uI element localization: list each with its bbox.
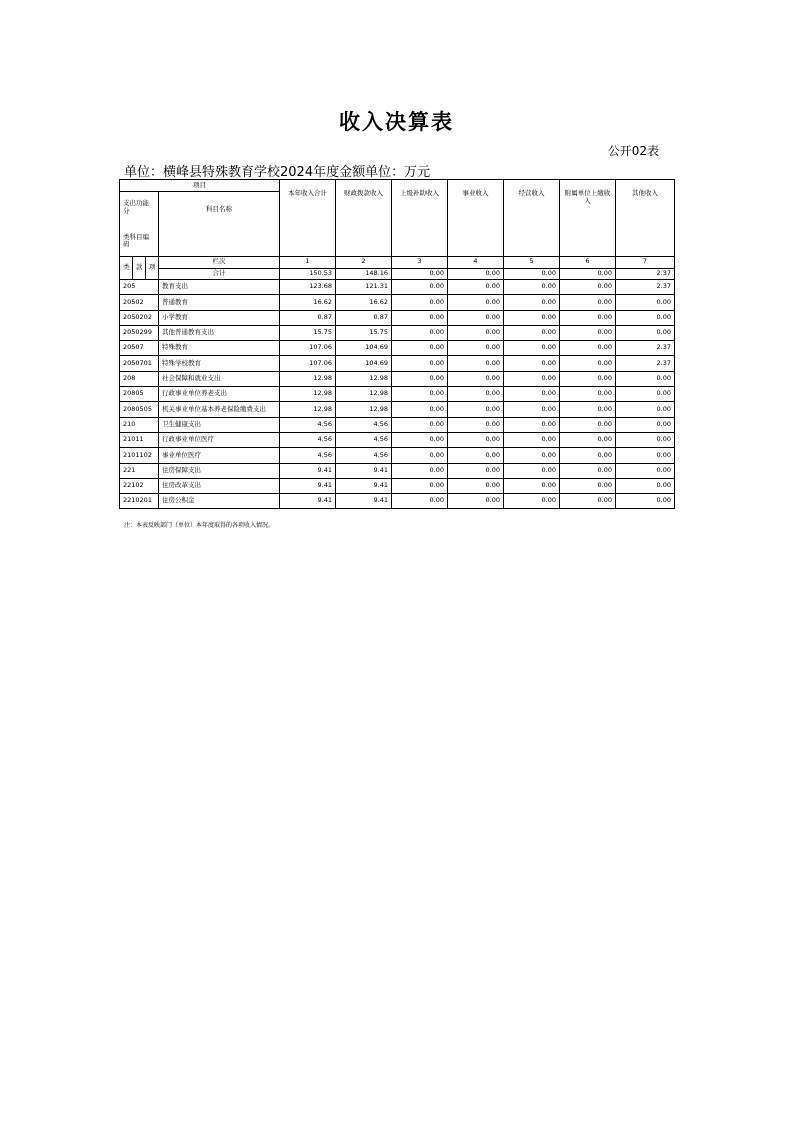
- col-head-7: 其他收入: [616, 180, 675, 257]
- table-row: [120, 432, 675, 447]
- col-head-3: 上级补助收入: [392, 180, 448, 257]
- header-class-cell: [120, 192, 159, 257]
- row-value-7: 0.00: [616, 494, 675, 509]
- row-name: 普通教育: [159, 295, 280, 310]
- row-value-7: 0.00: [616, 310, 675, 325]
- col-head-2: 财政拨款收入: [336, 180, 392, 257]
- row-value-1: 15.75: [280, 325, 336, 340]
- row-value-3: 0.00: [392, 417, 448, 432]
- row-code: 2050701: [120, 356, 159, 371]
- total-row: [120, 268, 675, 280]
- row-value-5: 0.00: [504, 341, 560, 356]
- row-value-4: 0.00: [448, 341, 504, 356]
- row-value-6: 0.00: [560, 448, 616, 463]
- col-num-1: 1: [280, 257, 336, 269]
- col-head-4: 事业收入: [448, 180, 504, 257]
- row-value-3: 0.00: [392, 310, 448, 325]
- total-label: 合计: [159, 268, 280, 280]
- row-value-6: 0.00: [560, 478, 616, 493]
- row-value-4: 0.00: [448, 356, 504, 371]
- header-func-class: 支出功能分: [123, 199, 149, 215]
- row-code: 2050299: [120, 325, 159, 340]
- col-num-6: 6: [560, 257, 616, 269]
- row-value-7: 0.00: [616, 448, 675, 463]
- row-value-1: 12.98: [280, 402, 336, 417]
- row-value-4: 0.00: [448, 371, 504, 386]
- row-value-5: 0.00: [504, 432, 560, 447]
- row-value-6: 0.00: [560, 356, 616, 371]
- total-value-3: 0.00: [392, 268, 448, 280]
- row-name: 卫生健康支出: [159, 417, 280, 432]
- row-value-6: 0.00: [560, 310, 616, 325]
- table-row: [120, 494, 675, 509]
- row-value-1: 9.41: [280, 463, 336, 478]
- row-value-5: 0.00: [504, 356, 560, 371]
- row-name: 其他普通教育支出: [159, 325, 280, 340]
- row-value-7: 0.00: [616, 432, 675, 447]
- table-row: [120, 356, 675, 371]
- row-value-6: 0.00: [560, 432, 616, 447]
- row-value-1: 4.56: [280, 448, 336, 463]
- row-value-4: 0.00: [448, 310, 504, 325]
- row-value-6: 0.00: [560, 463, 616, 478]
- total-value-6: 0.00: [560, 268, 616, 280]
- row-code: 205: [120, 280, 159, 295]
- income-table: [119, 179, 675, 509]
- row-value-5: 0.00: [504, 371, 560, 386]
- row-value-7: 0.00: [616, 478, 675, 493]
- row-value-3: 0.00: [392, 463, 448, 478]
- row-value-1: 9.41: [280, 494, 336, 509]
- total-value-4: 0.00: [448, 268, 504, 280]
- col-head-6: 附属单位上缴收入: [560, 180, 616, 257]
- row-value-2: 9.41: [336, 463, 392, 478]
- row-value-2: 15.75: [336, 325, 392, 340]
- row-value-7: 2.37: [616, 280, 675, 295]
- row-value-5: 0.00: [504, 280, 560, 295]
- table-row: [120, 478, 675, 493]
- row-value-7: 0.00: [616, 402, 675, 417]
- row-code: 2050202: [120, 310, 159, 325]
- row-value-5: 0.00: [504, 448, 560, 463]
- row-value-4: 0.00: [448, 295, 504, 310]
- header-item: 项目: [120, 180, 280, 192]
- row-value-1: 107.06: [280, 341, 336, 356]
- row-value-3: 0.00: [392, 448, 448, 463]
- table-row: [120, 402, 675, 417]
- table-note: 注：本表反映部门（单位）本年度取得的各项收入情况。: [124, 522, 275, 529]
- col-head-5: 经营收入: [504, 180, 560, 257]
- row-value-1: 123.68: [280, 280, 336, 295]
- row-value-1: 12.98: [280, 387, 336, 402]
- header-subject-name: 科目名称: [159, 192, 280, 257]
- row-code: 21011: [120, 432, 159, 447]
- row-value-1: 16.62: [280, 295, 336, 310]
- row-value-5: 0.00: [504, 387, 560, 402]
- row-value-3: 0.00: [392, 402, 448, 417]
- header-lanci: 栏次: [159, 257, 280, 269]
- row-value-6: 0.00: [560, 387, 616, 402]
- row-value-6: 0.00: [560, 325, 616, 340]
- row-value-1: 9.41: [280, 478, 336, 493]
- row-value-5: 0.00: [504, 310, 560, 325]
- row-value-5: 0.00: [504, 463, 560, 478]
- table-row: [120, 341, 675, 356]
- row-name: 事业单位医疗: [159, 448, 280, 463]
- col-num-4: 4: [448, 257, 504, 269]
- page-title: 收入决算表: [339, 110, 454, 134]
- row-code: 208: [120, 371, 159, 386]
- row-name: 住房保障支出: [159, 463, 280, 478]
- table-row: [120, 448, 675, 463]
- row-value-7: 0.00: [616, 325, 675, 340]
- total-value-2: 148.16: [336, 268, 392, 280]
- header-lei: 类: [120, 257, 133, 280]
- row-value-1: 4.56: [280, 432, 336, 447]
- row-value-3: 0.00: [392, 295, 448, 310]
- row-value-4: 0.00: [448, 478, 504, 493]
- row-value-4: 0.00: [448, 494, 504, 509]
- row-code: 210: [120, 417, 159, 432]
- row-code: 20507: [120, 341, 159, 356]
- row-value-3: 0.00: [392, 325, 448, 340]
- row-value-4: 0.00: [448, 280, 504, 295]
- row-value-4: 0.00: [448, 463, 504, 478]
- row-code: 221: [120, 463, 159, 478]
- row-value-2: 4.56: [336, 448, 392, 463]
- row-value-2: 4.56: [336, 417, 392, 432]
- row-name: 住房改革支出: [159, 478, 280, 493]
- row-value-2: 12.98: [336, 402, 392, 417]
- row-value-2: 9.41: [336, 494, 392, 509]
- row-value-7: 0.00: [616, 417, 675, 432]
- row-value-7: 0.00: [616, 463, 675, 478]
- row-code: 20805: [120, 387, 159, 402]
- row-value-3: 0.00: [392, 356, 448, 371]
- row-value-6: 0.00: [560, 280, 616, 295]
- header-kuan: 款: [133, 257, 146, 280]
- form-number: 公开02表: [607, 144, 659, 158]
- row-value-2: 9.41: [336, 478, 392, 493]
- row-name: 社会保障和就业支出: [159, 371, 280, 386]
- total-value-1: 150.53: [280, 268, 336, 280]
- table-row: [120, 417, 675, 432]
- row-value-1: 12.98: [280, 371, 336, 386]
- row-code: 2101102: [120, 448, 159, 463]
- row-value-5: 0.00: [504, 325, 560, 340]
- row-value-6: 0.00: [560, 402, 616, 417]
- row-value-2: 104.69: [336, 356, 392, 371]
- table-row: [120, 280, 675, 295]
- row-value-4: 0.00: [448, 417, 504, 432]
- row-value-7: 0.00: [616, 387, 675, 402]
- row-value-4: 0.00: [448, 448, 504, 463]
- row-value-7: 0.00: [616, 295, 675, 310]
- header-row-lanci: [120, 257, 675, 269]
- row-value-5: 0.00: [504, 295, 560, 310]
- total-value-5: 0.00: [504, 268, 560, 280]
- row-value-2: 0.87: [336, 310, 392, 325]
- row-name: 行政事业单位养老支出: [159, 387, 280, 402]
- row-value-5: 0.00: [504, 494, 560, 509]
- col-num-7: 7: [616, 257, 675, 269]
- row-value-6: 0.00: [560, 417, 616, 432]
- row-name: 教育支出: [159, 280, 280, 295]
- row-value-4: 0.00: [448, 432, 504, 447]
- col-num-2: 2: [336, 257, 392, 269]
- row-value-3: 0.00: [392, 341, 448, 356]
- row-value-4: 0.00: [448, 402, 504, 417]
- row-value-2: 12.98: [336, 387, 392, 402]
- row-name: 住房公积金: [159, 494, 280, 509]
- table-row: [120, 387, 675, 402]
- row-value-6: 0.00: [560, 494, 616, 509]
- row-value-3: 0.00: [392, 280, 448, 295]
- row-name: 机关事业单位基本养老保险缴费支出: [159, 402, 280, 417]
- unit-line: 单位：横峰县特殊教育学校2024年度金额单位：万元: [124, 165, 431, 180]
- row-value-7: 2.37: [616, 356, 675, 371]
- row-value-5: 0.00: [504, 478, 560, 493]
- row-value-5: 0.00: [504, 417, 560, 432]
- header-xiang: 项: [146, 257, 159, 280]
- row-name: 行政事业单位医疗: [159, 432, 280, 447]
- row-code: 20502: [120, 295, 159, 310]
- table-row: [120, 310, 675, 325]
- row-name: 特殊学校教育: [159, 356, 280, 371]
- col-num-3: 3: [392, 257, 448, 269]
- row-value-3: 0.00: [392, 494, 448, 509]
- row-value-3: 0.00: [392, 478, 448, 493]
- row-value-2: 16.62: [336, 295, 392, 310]
- table-row: [120, 463, 675, 478]
- row-value-1: 4.56: [280, 417, 336, 432]
- row-value-4: 0.00: [448, 387, 504, 402]
- row-code: 22102: [120, 478, 159, 493]
- row-value-1: 107.06: [280, 356, 336, 371]
- row-value-2: 4.56: [336, 432, 392, 447]
- row-name: 小学教育: [159, 310, 280, 325]
- row-value-5: 0.00: [504, 402, 560, 417]
- row-code: 2080505: [120, 402, 159, 417]
- header-class-code: 类科目编码: [123, 232, 149, 249]
- total-value-7: 2.37: [616, 268, 675, 280]
- row-value-3: 0.00: [392, 432, 448, 447]
- row-value-6: 0.00: [560, 295, 616, 310]
- row-value-3: 0.00: [392, 387, 448, 402]
- row-value-2: 12.98: [336, 371, 392, 386]
- row-value-1: 0.87: [280, 310, 336, 325]
- row-value-6: 0.00: [560, 371, 616, 386]
- row-name: 特殊教育: [159, 341, 280, 356]
- col-num-5: 5: [504, 257, 560, 269]
- row-value-6: 0.00: [560, 341, 616, 356]
- row-code: 2210201: [120, 494, 159, 509]
- col-head-1: 本年收入合计: [280, 180, 336, 257]
- table-row: [120, 371, 675, 386]
- row-value-7: 0.00: [616, 371, 675, 386]
- row-value-4: 0.00: [448, 325, 504, 340]
- row-value-7: 2.37: [616, 341, 675, 356]
- table-row: [120, 295, 675, 310]
- table-row: [120, 325, 675, 340]
- header-row-item: [120, 180, 675, 192]
- row-value-3: 0.00: [392, 371, 448, 386]
- row-value-2: 121.31: [336, 280, 392, 295]
- row-value-2: 104.69: [336, 341, 392, 356]
